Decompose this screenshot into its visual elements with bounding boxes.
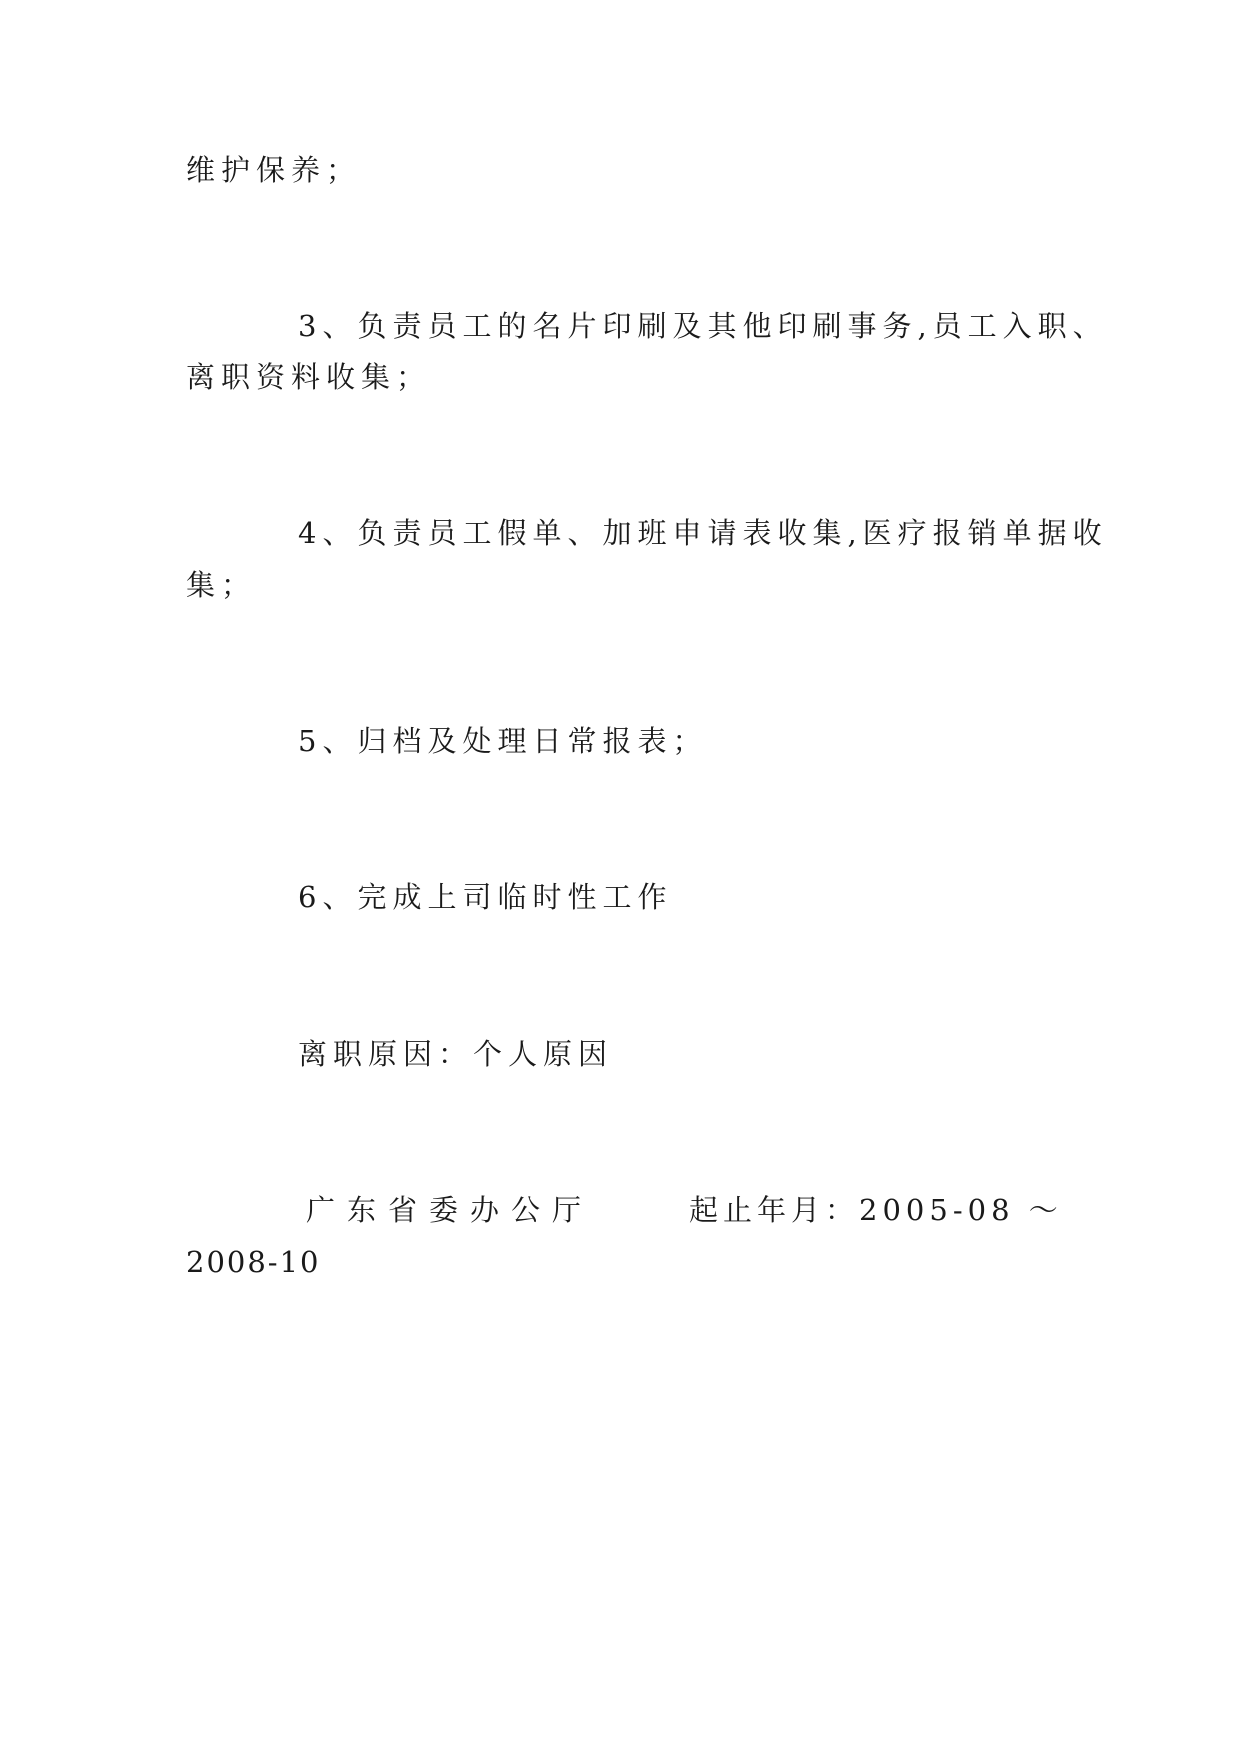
paragraph-line: 4、负责员工假单、加班申请表收集,医疗报销单据收 <box>298 516 1108 550</box>
leave-reason-line: 离职原因：个人原因 <box>298 1037 614 1071</box>
period-label: 起止年月：2005-08 ～ <box>689 1193 1063 1227</box>
period-end: 2008-10 <box>186 1245 321 1279</box>
company-name: 广东省委办公厅 <box>306 1193 594 1227</box>
paragraph-line: 5、归档及处理日常报表； <box>298 724 708 758</box>
paragraph-line: 6、完成上司临时性工作 <box>298 880 673 914</box>
paragraph-line: 离职资料收集； <box>186 360 432 394</box>
paragraph-line: 3、负责员工的名片印刷及其他印刷事务,员工入职、 <box>298 309 1108 343</box>
paragraph-line: 集； <box>186 568 257 602</box>
employment-line <box>306 1190 1063 1230</box>
paragraph-line: 维护保养； <box>186 153 362 187</box>
